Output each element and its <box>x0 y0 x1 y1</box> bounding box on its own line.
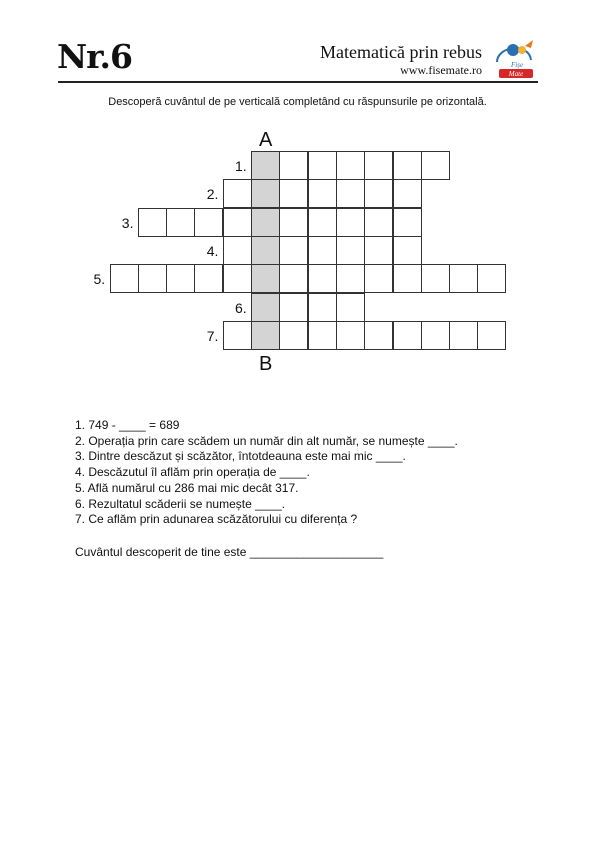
crossword-cell[interactable] <box>364 179 393 208</box>
crossword-cell[interactable] <box>308 293 337 322</box>
crossword-cell[interactable] <box>477 321 506 350</box>
crossword-cell[interactable] <box>477 264 506 293</box>
crossword-row-number: 1. <box>235 158 247 174</box>
question-3: 3. Dintre descăzut și scăzător, întotdeauna este mai mic ____. <box>75 449 406 464</box>
crossword-row-number: 2. <box>206 186 219 203</box>
crossword-cell[interactable] <box>393 321 422 350</box>
website-url: www.fisemate.ro <box>400 63 482 77</box>
crossword-cell[interactable] <box>364 208 393 237</box>
question-1: 1. 749 - ____ = 689 <box>75 418 180 432</box>
crossword-cell[interactable] <box>364 236 393 265</box>
crossword-cell[interactable] <box>223 264 252 293</box>
crossword-cell[interactable] <box>138 264 167 293</box>
crossword-row-number: 5. <box>93 271 106 288</box>
crossword-cell[interactable] <box>421 151 450 180</box>
question-5: 5. Află numărul cu 286 mai mic decât 317. <box>75 480 299 495</box>
crossword-cell[interactable] <box>393 264 422 293</box>
crossword-cell[interactable] <box>194 264 223 293</box>
key-column-top-letter: A <box>259 129 273 151</box>
crossword-cell[interactable] <box>364 321 393 350</box>
crossword-cell[interactable] <box>364 151 393 180</box>
crossword-cell[interactable] <box>449 264 478 293</box>
crossword-cell[interactable] <box>421 321 450 350</box>
fisemate-logo <box>489 36 537 78</box>
crossword-cell[interactable] <box>421 264 450 293</box>
logo-text-line1: Fișe <box>511 61 524 69</box>
answer-line: Cuvântul descoperit de tine este ____________________ <box>75 545 384 559</box>
crossword-key-cell[interactable] <box>251 293 280 322</box>
crossword-cell[interactable] <box>308 208 337 237</box>
crossword-row-number: 4. <box>206 242 219 259</box>
worksheet-number: Nr.6 <box>57 37 132 76</box>
crossword-cell[interactable] <box>336 236 365 265</box>
crossword-cell[interactable] <box>393 208 422 237</box>
crossword-cell[interactable] <box>336 321 365 350</box>
crossword-cell[interactable] <box>393 179 422 208</box>
crossword-cell[interactable] <box>279 293 308 322</box>
crossword-cell[interactable] <box>279 179 308 208</box>
crossword-cell[interactable] <box>223 236 252 265</box>
crossword-cell[interactable] <box>223 321 252 350</box>
crossword-cell[interactable] <box>336 208 365 237</box>
crossword-cell[interactable] <box>308 151 337 180</box>
crossword-key-cell[interactable] <box>251 321 280 350</box>
crossword-cell[interactable] <box>449 321 478 350</box>
crossword-row-number: 6. <box>235 299 247 316</box>
crossword-cell[interactable] <box>166 264 195 293</box>
crossword-cell[interactable] <box>279 236 308 265</box>
crossword-cell[interactable] <box>336 179 365 208</box>
crossword-cell[interactable] <box>279 151 308 180</box>
crossword-key-cell[interactable] <box>251 151 280 180</box>
crossword-key-cell[interactable] <box>251 208 280 237</box>
crossword-row-number: 7. <box>206 327 219 344</box>
crossword-cell[interactable] <box>279 321 308 350</box>
crossword-cell[interactable] <box>279 208 308 237</box>
question-2: 2. Operația prin care scădem un număr din alt număr, se numește ____. <box>75 433 458 448</box>
logo-text-line2: Mate <box>508 70 524 78</box>
question-4: 4. Descăzutul îl aflăm prin operația de ____. <box>75 465 310 480</box>
crossword-cell[interactable] <box>364 264 393 293</box>
crossword-cell[interactable] <box>308 179 337 208</box>
crossword-cell[interactable] <box>110 264 139 293</box>
worksheet-title: Matematică prin rebus <box>320 42 482 62</box>
crossword-cell[interactable] <box>336 264 365 293</box>
crossword-cell[interactable] <box>166 208 195 237</box>
crossword-cell[interactable] <box>336 293 365 322</box>
crossword-cell[interactable] <box>223 179 252 208</box>
question-7: 7. Ce aflăm prin adunarea scăzătorului cu diferența ? <box>75 512 358 527</box>
crossword-cell[interactable] <box>138 208 167 237</box>
crossword-key-cell[interactable] <box>251 236 280 265</box>
crossword-cell[interactable] <box>223 208 252 237</box>
crossword-cell[interactable] <box>308 321 337 350</box>
crossword-cell[interactable] <box>194 208 223 237</box>
crossword-cell[interactable] <box>336 151 365 180</box>
instruction-text: Descoperă cuvântul de pe verticală completând cu răspunsurile pe orizontală. <box>108 96 487 108</box>
question-6: 6. Rezultatul scăderii se numește ____. <box>75 496 286 511</box>
crossword-row-number: 3. <box>121 214 134 231</box>
questions-list <box>75 418 458 528</box>
crossword-cell[interactable] <box>308 264 337 293</box>
header-divider <box>58 81 538 83</box>
crossword-key-cell[interactable] <box>251 264 280 293</box>
key-column-bottom-letter: B <box>259 353 273 375</box>
crossword-cell[interactable] <box>393 236 422 265</box>
crossword-key-cell[interactable] <box>251 179 280 208</box>
crossword-cell[interactable] <box>279 264 308 293</box>
crossword-cell[interactable] <box>308 236 337 265</box>
crossword-cell[interactable] <box>393 151 422 180</box>
